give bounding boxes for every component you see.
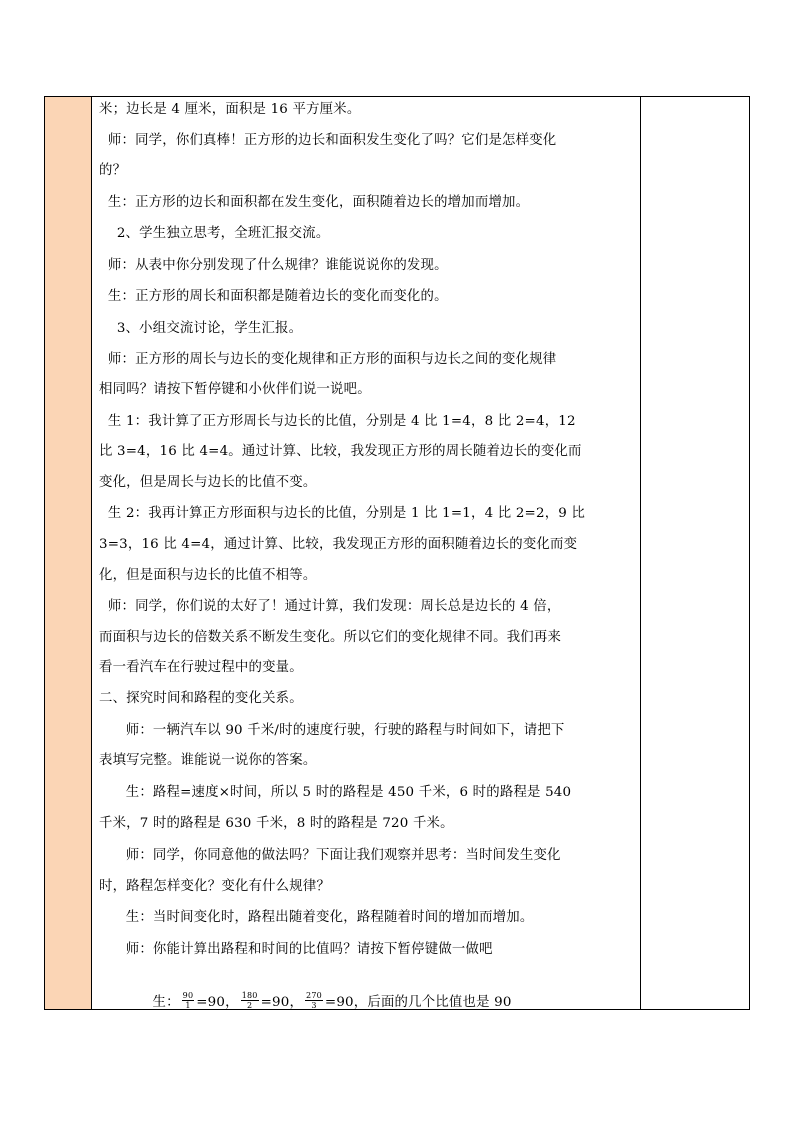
fraction-denominator: 2	[247, 1001, 253, 1010]
left-shaded-column	[45, 97, 92, 1009]
text-line: 生：路程=速度×时间，所以 5 时的路程是 450 千米，6 时的路程是 540	[99, 785, 572, 800]
fraction-numerator: 270	[306, 991, 322, 1000]
answer-prefix: 生：	[125, 995, 180, 1010]
fraction-denominator: 3	[311, 1001, 317, 1010]
ratio-result: =90，	[196, 995, 239, 1010]
text-line: 而面积与边长的倍数关系不断发生变化。所以它们的变化规律不同。我们再来	[99, 630, 562, 645]
fraction-numerator: 180	[241, 991, 258, 1000]
text-line: 生：正方形的周长和面积都是随着边长的变化而变化的。	[99, 289, 448, 304]
text-line: 师：一辆汽车以 90 千米/时的速度行驶，行驶的路程与时间如下，请把下	[99, 723, 565, 738]
text-line: 师：从表中你分别发现了什么规律？谁能说说你的发现。	[99, 258, 448, 273]
text-line: 2、学生独立思考，全班汇报交流。	[99, 226, 330, 241]
text-line: 看一看汽车在行驶过程中的变量。	[99, 660, 303, 675]
text-line: 3、小组交流讨论，学生汇报。	[99, 321, 303, 336]
text-line: 千米，7 时的路程是 630 千米，8 时的路程是 720 千米。	[99, 816, 454, 831]
text-line: 相同吗？请按下暂停键和小伙伴们说一说吧。	[99, 382, 371, 397]
text-line: 米；边长是 4 厘米，面积是 16 平方厘米。	[99, 102, 361, 117]
text-line: 师：同学，你们真棒！正方形的边长和面积发生变化了吗？它们是怎样变化	[99, 133, 557, 148]
text-line: 师：同学，你们说的太好了！通过计算，我们发现：周长总是边长的 4 倍，	[99, 599, 561, 614]
text-line-with-fractions	[99, 973, 512, 1033]
lesson-table	[44, 96, 750, 1010]
text-line: 变化，但是周长与边长的比值不变。	[99, 475, 317, 490]
fraction	[182, 991, 195, 1010]
text-line: 表填写完整。谁能说一说你的答案。	[99, 753, 317, 768]
fraction-denominator: 1	[185, 1001, 191, 1010]
text-line: 生：正方形的边长和面积都在发生变化，面积随着边长的增加而增加。	[99, 195, 530, 210]
text-line: 的？	[99, 163, 127, 178]
text-line: 生：当时间变化时，路程出随着变化，路程随着时间的增加而增加。	[99, 910, 534, 925]
fraction	[241, 991, 259, 1010]
text-line: 化，但是面积与边长的比值不相等。	[99, 568, 317, 583]
text-line: 师：你能计算出路程和时间的比值吗？请按下暂停键做一做吧	[99, 942, 493, 957]
text-line: 时，路程怎样变化？变化有什么规律？	[99, 879, 331, 894]
text-line: 生 1：我计算了正方形周长与边长的比值，分别是 4 比 1=4，8 比 2=4，12	[99, 414, 576, 429]
text-line: 3=3，16 比 4=4，通过计算、比较，我发现正方形的面积随着边长的变化而变	[99, 537, 578, 552]
ratio-result: =90，	[260, 995, 304, 1010]
text-line: 师：正方形的周长与边长的变化规律和正方形的面积与边长之间的变化规律	[99, 352, 557, 367]
fraction-numerator: 90	[182, 991, 194, 1000]
text-line: 生 2：我再计算正方形面积与边长的比值，分别是 1 比 1=1，4 比 2=2，9 比	[99, 506, 586, 521]
section-heading: 二、探究时间和路程的变化关系。	[99, 691, 303, 706]
text-line: 师：同学，你同意他的做法吗？下面让我们观察并思考：当时间发生变化	[99, 848, 561, 863]
fraction	[305, 991, 323, 1010]
text-line: 比 3=4，16 比 4=4。通过计算、比较，我发现正方形的周长随着边长的变化而	[99, 444, 582, 459]
right-notes-column	[640, 97, 749, 1009]
ratio-result: =90，后面的几个比值也是 90	[324, 995, 512, 1010]
